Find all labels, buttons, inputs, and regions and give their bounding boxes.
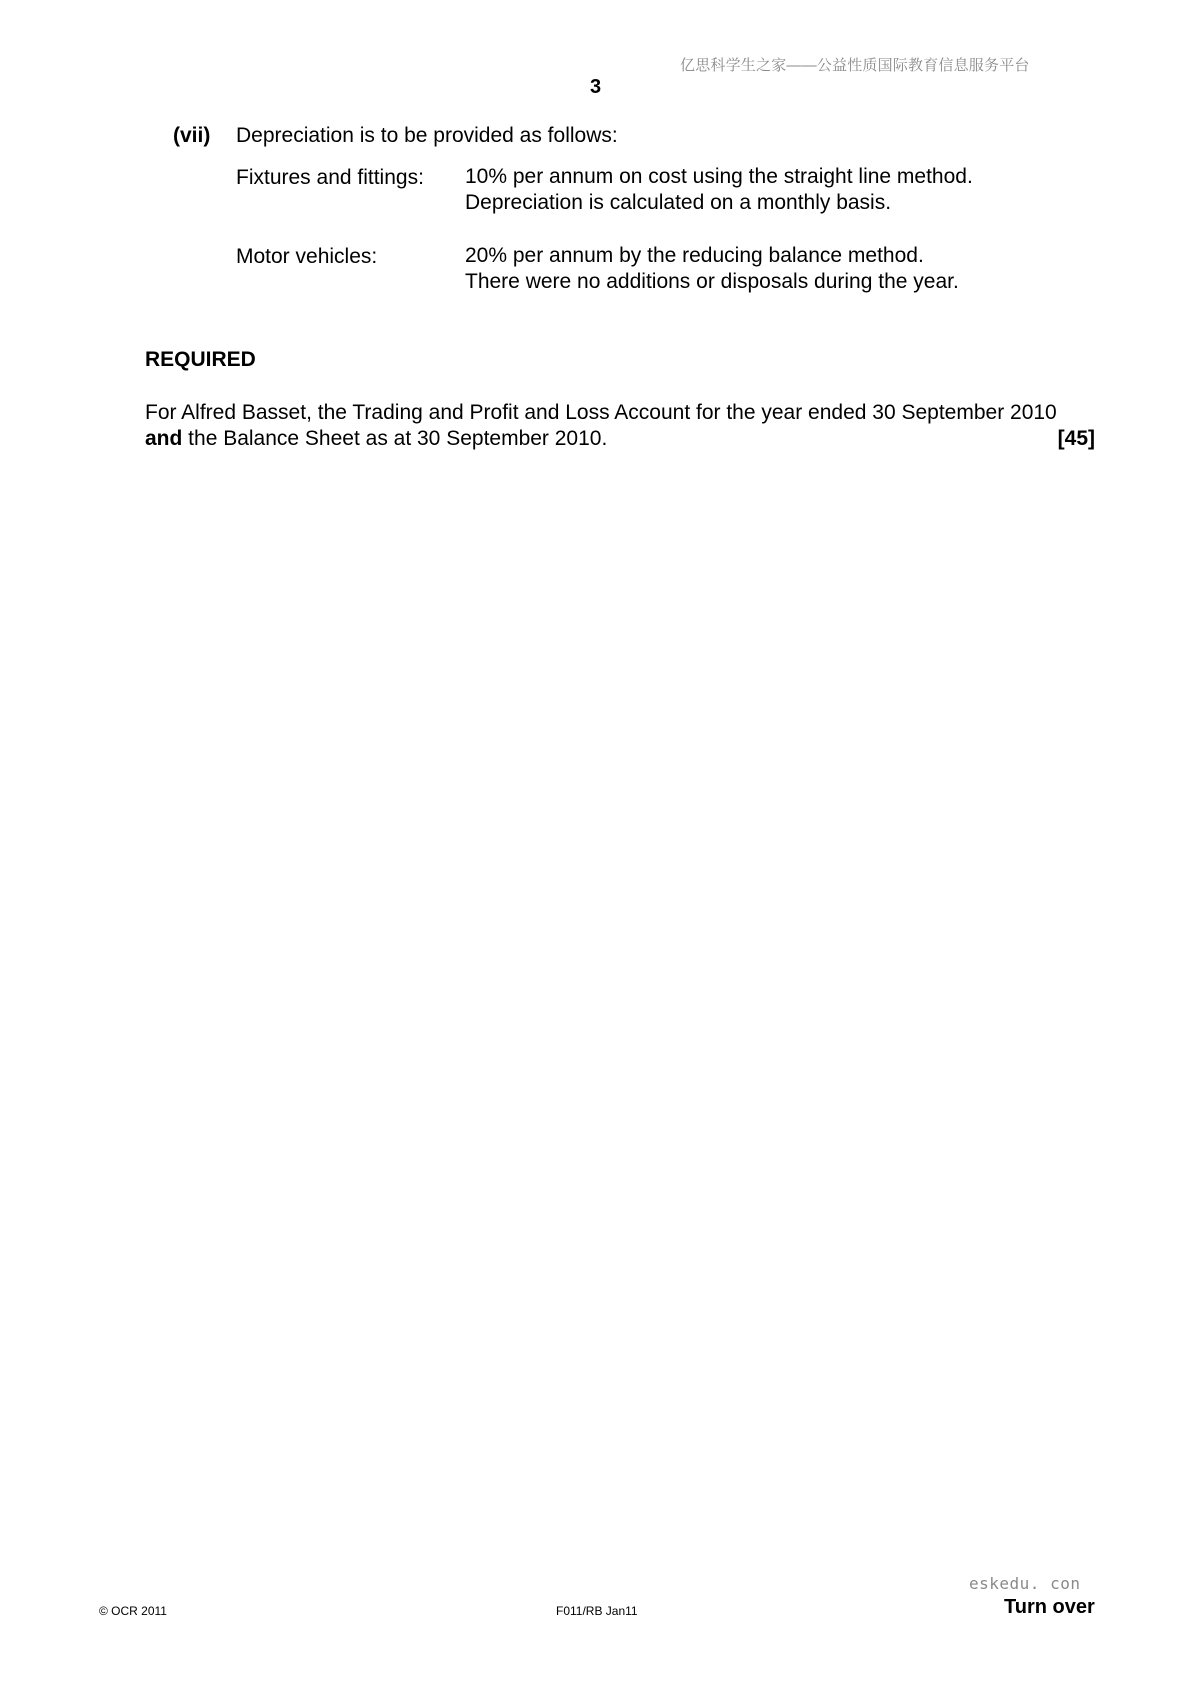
row-text-fixtures xyxy=(465,164,973,216)
row-text-line: 20% per annum by the reducing balance method. xyxy=(465,244,924,267)
row-label-motor-vehicles: Motor vehicles: xyxy=(236,245,378,268)
row-text-line: 10% per annum on cost using the straight line method. xyxy=(465,165,973,188)
required-line-2 xyxy=(145,426,1095,452)
row-label-fixtures: Fixtures and fittings: xyxy=(236,166,424,189)
row-text-motor-vehicles xyxy=(465,243,959,295)
row-text-line: Depreciation is calculated on a monthly basis. xyxy=(465,191,892,214)
footer-copyright: © OCR 2011 xyxy=(99,1604,167,1618)
item-intro: Depreciation is to be provided as follows: xyxy=(236,124,618,147)
required-bold-word: and xyxy=(145,427,183,450)
watermark-footer: eskedu. con xyxy=(969,1574,1081,1593)
footer-code: F011/RB Jan11 xyxy=(556,1604,638,1618)
required-line-2-text: the Balance Sheet as at 30 September 2010. xyxy=(182,427,608,450)
marks-badge: [45] xyxy=(1057,427,1095,450)
item-label: (vii) xyxy=(173,124,211,147)
required-heading: REQUIRED xyxy=(145,348,256,371)
required-line-1: For Alfred Basset, the Trading and Profit and Loss Account for the year ended 30 September 2010 xyxy=(145,401,1057,424)
watermark-header: 亿思科学生之家——公益性质国际教育信息服务平台 xyxy=(680,57,1030,74)
turn-over-label: Turn over xyxy=(1004,1596,1095,1618)
required-paragraph xyxy=(145,400,1095,452)
page-number: 3 xyxy=(590,76,602,98)
row-text-line: There were no additions or disposals during the year. xyxy=(465,270,959,293)
